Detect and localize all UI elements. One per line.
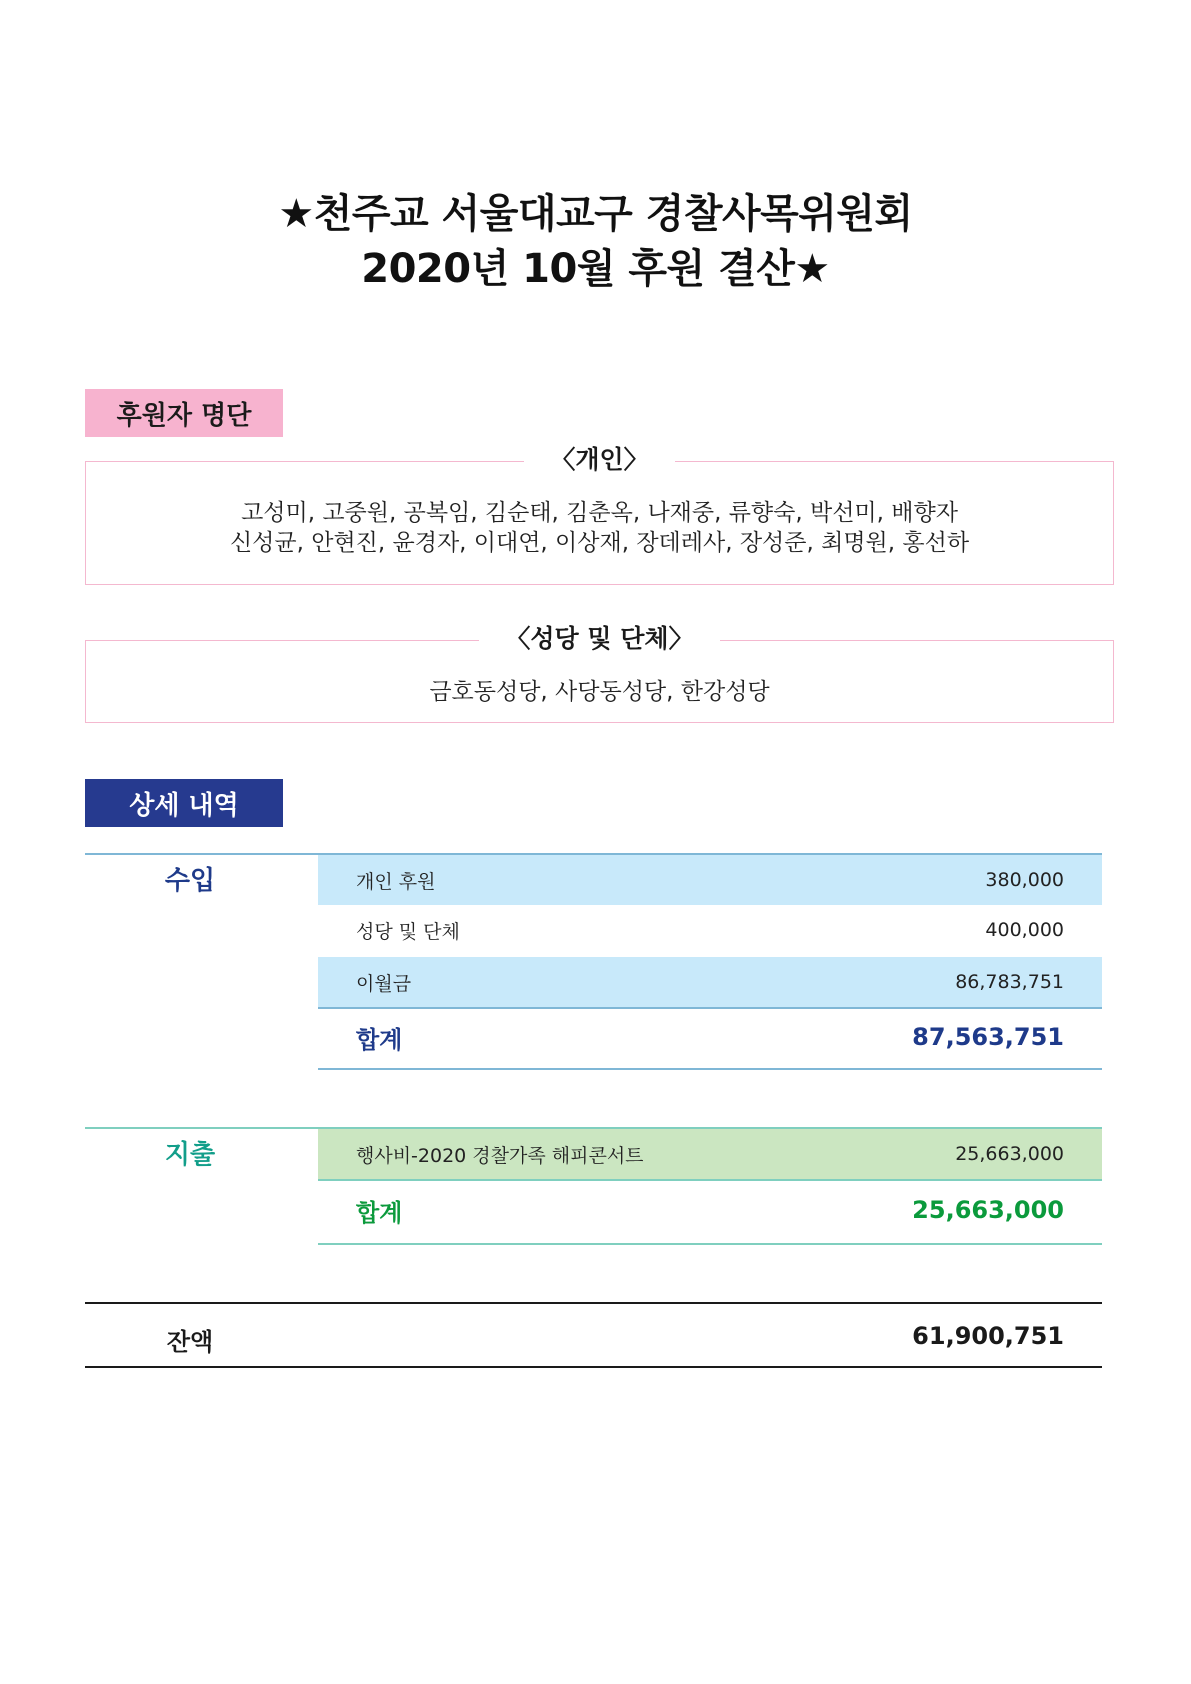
expense-bottom-rule <box>318 1243 1102 1245</box>
income-bottom-rule <box>318 1068 1102 1070</box>
individual-donors-line1: 고성미, 고중원, 공복임, 김순태, 김춘옥, 나재중, 류향숙, 박선미, 배향자 <box>241 500 958 526</box>
income-item: 개인 후원 <box>356 870 436 893</box>
group-donors-line1: 금호동성당, 사당동성당, 한강성당 <box>429 679 770 705</box>
individual-donors-box <box>85 445 1114 585</box>
details-heading: 상세 내역 <box>85 779 283 827</box>
expense-total-amount: 25,663,000 <box>912 1196 1064 1224</box>
group-donors-legend: 〈성당 및 단체〉 <box>479 624 719 653</box>
income-label: 수입 <box>164 866 216 896</box>
income-row <box>318 957 1102 1007</box>
income-row <box>318 905 1102 955</box>
income-total-amount: 87,563,751 <box>912 1023 1064 1051</box>
document-title-line1: ★천주교 서울대교구 경찰사목위원회 <box>278 191 913 237</box>
expense-item: 행사비-2020 경찰가족 해피콘서트 <box>356 1144 644 1167</box>
balance-row <box>85 1302 1102 1368</box>
individual-donors-line2: 신성균, 안현진, 윤경자, 이대연, 이상재, 장데레사, 장성준, 최명원, 홍선하 <box>229 530 970 556</box>
income-amount: 400,000 <box>985 919 1064 941</box>
income-row <box>318 855 1102 905</box>
expense-total-label: 합계 <box>356 1198 403 1227</box>
expense-total-top-rule <box>318 1179 1102 1181</box>
balance-amount: 61,900,751 <box>912 1322 1064 1350</box>
income-item: 성당 및 단체 <box>356 920 460 943</box>
income-total-row <box>318 1009 1102 1065</box>
income-total-label: 합계 <box>356 1025 403 1054</box>
expense-label: 지출 <box>164 1140 216 1170</box>
document-title-line2: 2020년 10월 후원 결산★ <box>361 246 830 292</box>
income-item: 이월금 <box>356 972 412 995</box>
income-amount: 86,783,751 <box>955 971 1064 993</box>
donor-list-heading: 후원자 명단 <box>85 389 283 437</box>
expense-total-row <box>318 1182 1102 1238</box>
expense-row <box>318 1129 1102 1179</box>
individual-donors-legend: 〈개인〉 <box>524 445 674 474</box>
income-amount: 380,000 <box>985 869 1064 891</box>
expense-amount: 25,663,000 <box>955 1143 1064 1165</box>
group-donors-box <box>85 624 1114 723</box>
balance-label: 잔액 <box>166 1328 214 1356</box>
